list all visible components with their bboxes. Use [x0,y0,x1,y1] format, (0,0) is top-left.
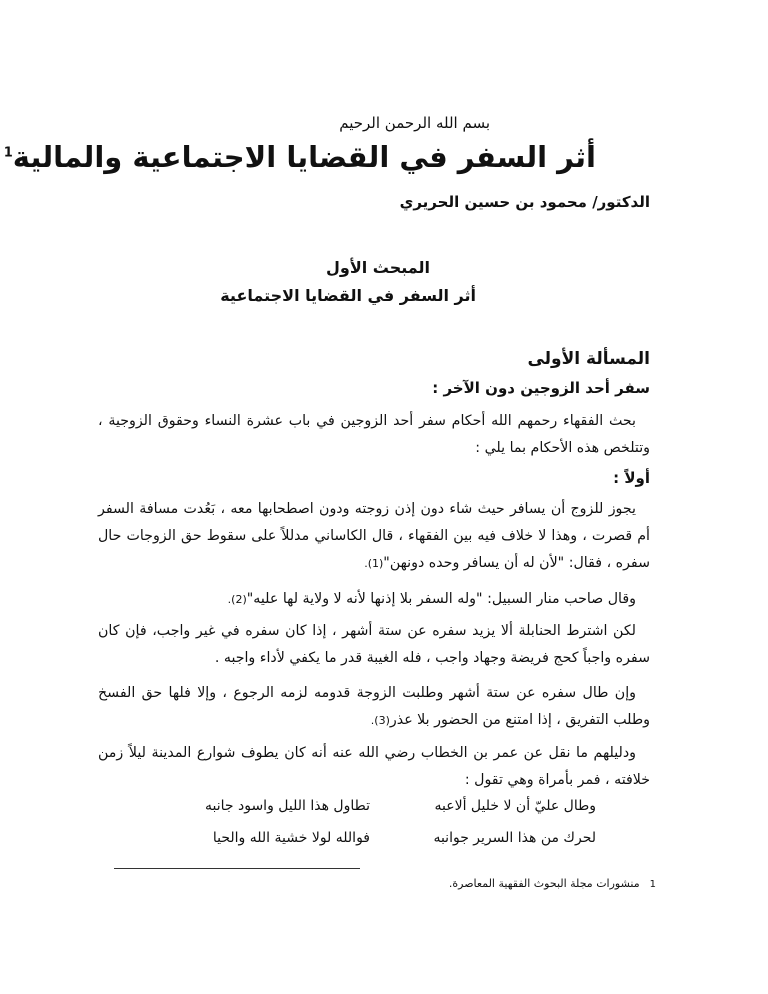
author-name: الدكتور/ محمود بن حسين الحريري [399,193,650,211]
poem-verse-2-second: لحرك من هذا السرير جوانبه [433,830,596,846]
footnote-separator [114,868,360,869]
footnote-number: 1 [649,879,656,890]
paragraph-evidence: ودليلهم ما نقل عن عمر بن الخطاب رضي الله عنه أنه كان يطوف شوارع المدينة ليلاً زمن خلافته ، فمر بأمراة وهي تقول : [98,745,650,788]
paragraph-text: وإن طال سفره عن ستة أشهر وطلبت الزوجة قدومه لزمه الرجوع ، وإلا فلها حق الفسخ وطلب التفريق ، إذا امتنع من الحضور بلا عذر [98,685,650,728]
point-label-first: أولاً : [613,469,650,487]
paragraph-hanbali-condition: لكن اشترط الحنابلة ألا يزيد سفره عن ستة أشهر ، إذا كان سفره في غير واجب، فإن كان سفره واجباً كحج فريضة وجهاد واجب ، فله الغيبة قدر ما يكفي لأداء واجبه . [98,623,650,666]
paragraph-intro: بحث الفقهاء رحمهم الله أحكام سفر أحد الزوجين في باب عشرة النساء وحقوق الزوجية ، وتتلخص هذه الأحكام بما يلي : [98,413,650,456]
basmala: بسم الله الرحمن الرحيم [339,114,490,132]
title-text: أثر السفر في القضايا الاجتماعية والمالية [12,140,596,174]
footnote-text: منشورات مجلة البحوث الفقهية المعاصرة. [448,877,640,890]
section-heading: المبحث الأول [325,258,430,277]
document-title [4,140,596,174]
section-subheading: أثر السفر في القضايا الاجتماعية [220,286,476,305]
paragraph-travel-permission [98,496,650,577]
issue-title: المسألة الأولى [527,349,650,369]
citation-ref: (1). [364,557,384,570]
citation-ref: (2). [227,593,247,606]
poem-verse-1-second: وطال عليّ أن لا خليل ألاعبه [434,798,596,814]
paragraph-manar-quote [98,586,650,613]
paragraph-text: يجوز للزوج أن يسافر حيث شاء دون إذن زوجته ودون اصطحابها معه ، بَعُدت مسافة السفر أم قصرت ، وهذا لا خلاف فيه بين الفقهاء ، قال الكاساني مدللاً على سقوط حق الزوجات حال سفره ، فقال: "لأن له أن يسافر وحده دونهن" [98,501,650,571]
title-footnote-ref[interactable]: 1 [3,145,13,161]
paragraph-long-absence [98,680,650,734]
poem-verse-2-first: فوالله لولا خشية الله والحيا [212,830,370,846]
issue-subtitle: سفر أحد الزوجين دون الآخر : [432,379,650,397]
footnote [449,877,656,890]
poem-verse-1-first: تطاول هذا الليل واسود جانبه [204,798,370,814]
citation-ref: (3). [370,714,390,727]
paragraph-text: وقال صاحب منار السبيل: "وله السفر بلا إذنها لأنه لا ولاية لها عليه" [246,591,636,607]
